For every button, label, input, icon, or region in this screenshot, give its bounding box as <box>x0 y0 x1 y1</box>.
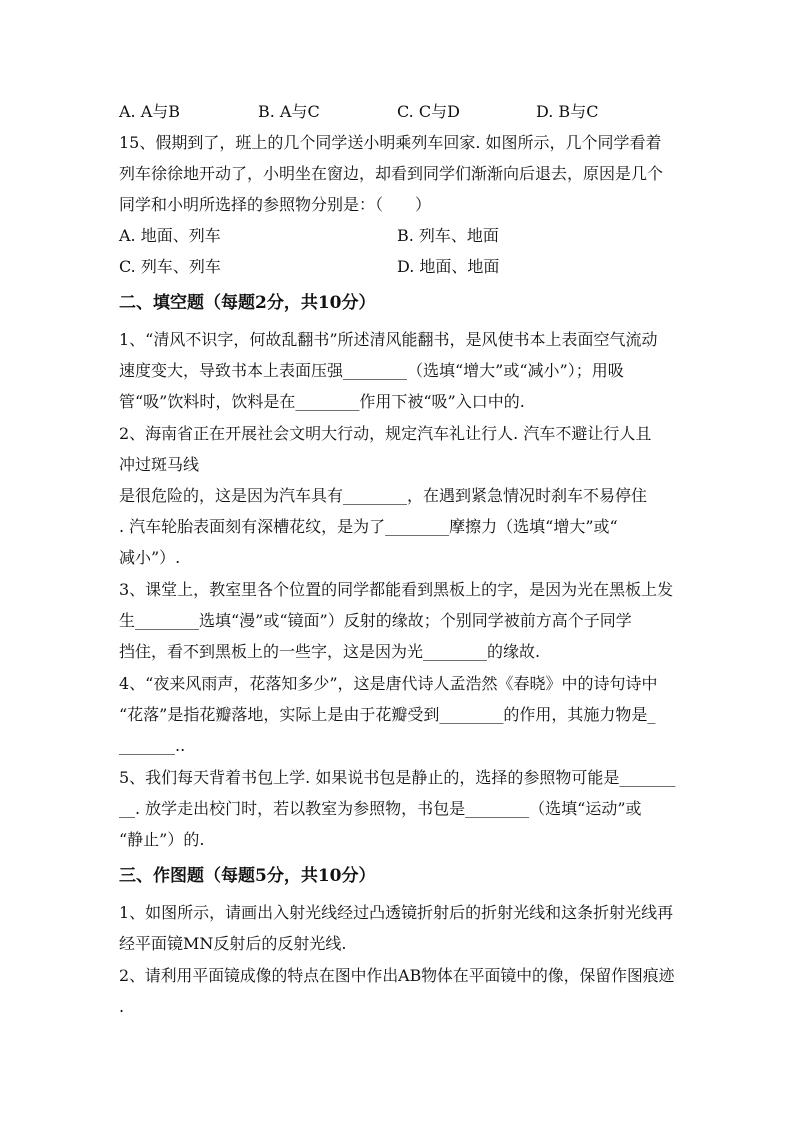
s2-q2-line-5: 减小”）. <box>119 548 181 567</box>
s2-q2-line-1: 2、海南省正在开展社会文明大行动，规定汽车礼让行人. 汽车不避让行人且 <box>119 424 652 443</box>
q15-line-3: 同学和小明所选择的参照物分别是：（ ） <box>119 195 432 214</box>
s2-q1-line-2: 速度变大，导致书本上表面压强________（选填“增大”或“减小”）；用吸 <box>119 361 624 380</box>
s2-q5-line-3: “静止”）的. <box>119 830 205 849</box>
s3-q2-line-1: 2、请利用平面镜成像的特点在图中作出AB物体在平面镜中的像，保留作图痕迹 <box>119 966 675 985</box>
s3-q1-line-2: 经平面镜MN反射后的反射光线. <box>119 934 347 953</box>
q15-line-2: 列车徐徐地开动了，小明坐在窗边，却看到同学们渐渐向后退去，原因是几个 <box>119 164 664 183</box>
s2-q5-line-1: 5、我们每天背着书包上学. 如果说书包是静止的，选择的参照物可能是_______ <box>119 768 676 787</box>
section-3-heading: 三、作图题（每题5分，共10分） <box>119 866 376 886</box>
s2-q3-line-3: 挡住，看不到黑板上的一些字，这是因为光________的缘故. <box>119 642 541 661</box>
q15-option-d: D. 地面、地面 <box>397 257 500 276</box>
s2-q3-line-1: 3、课堂上，教室里各个位置的同学都能看到黑板上的字，是因为光在黑板上发 <box>119 580 674 599</box>
q14-option-b: B. A与C <box>258 102 320 121</box>
s3-q2-line-2: . <box>119 997 125 1016</box>
s2-q4-line-3: _______.. <box>119 736 186 755</box>
s3-q1-line-1: 1、如图所示，请画出入射光线经过凸透镜折射后的折射光线和这条折射光线再 <box>119 903 674 922</box>
s2-q1-line-1: 1、“清风不识字，何故乱翻书”所述清风能翻书，是风使书本上表面空气流动 <box>119 330 658 349</box>
s2-q4-line-2: “花落”是指花瓣落地，实际上是由于花瓣受到________的作用，其施力物是_ <box>119 705 656 724</box>
q15-option-a: A. 地面、列车 <box>119 226 221 245</box>
q14-option-a: A. A与B <box>119 102 181 121</box>
s2-q4-line-1: 4、“夜来风雨声，花落知多少”，这是唐代诗人孟浩然《春晓》中的诗句诗中 <box>119 674 658 693</box>
q14-option-d: D. B与C <box>536 102 599 121</box>
s2-q3-line-2: 生________选填“漫”或“镜面”）反射的缘故；个别同学被前方高个子同学 <box>119 611 632 630</box>
s2-q5-line-2: __. 放学走出校门时，若以教室为参照物，书包是________（选填“运动”或 <box>119 799 642 818</box>
q15-option-b: B. 列车、地面 <box>397 226 499 245</box>
q15-option-c: C. 列车、列车 <box>119 257 221 276</box>
s2-q2-line-4: . 汽车轮胎表面刻有深槽花纹，是为了________摩擦力（选填“增大”或“ <box>119 517 618 536</box>
section-2-heading: 二、填空题（每题2分，共10分） <box>119 293 376 313</box>
s2-q1-line-3: 管“吸”饮料时，饮料是在________作用下被“吸”入口中的. <box>119 392 525 411</box>
s2-q2-line-2: 冲过斑马线 <box>119 455 200 474</box>
q14-option-c: C. C与D <box>397 102 460 121</box>
s2-q2-line-3: 是很危险的，这是因为汽车具有________，在遇到紧急情况时刹车不易停住 <box>119 486 648 505</box>
q15-line-1: 15、假期到了，班上的几个同学送小明乘列车回家. 如图所示，几个同学看着 <box>119 133 662 152</box>
